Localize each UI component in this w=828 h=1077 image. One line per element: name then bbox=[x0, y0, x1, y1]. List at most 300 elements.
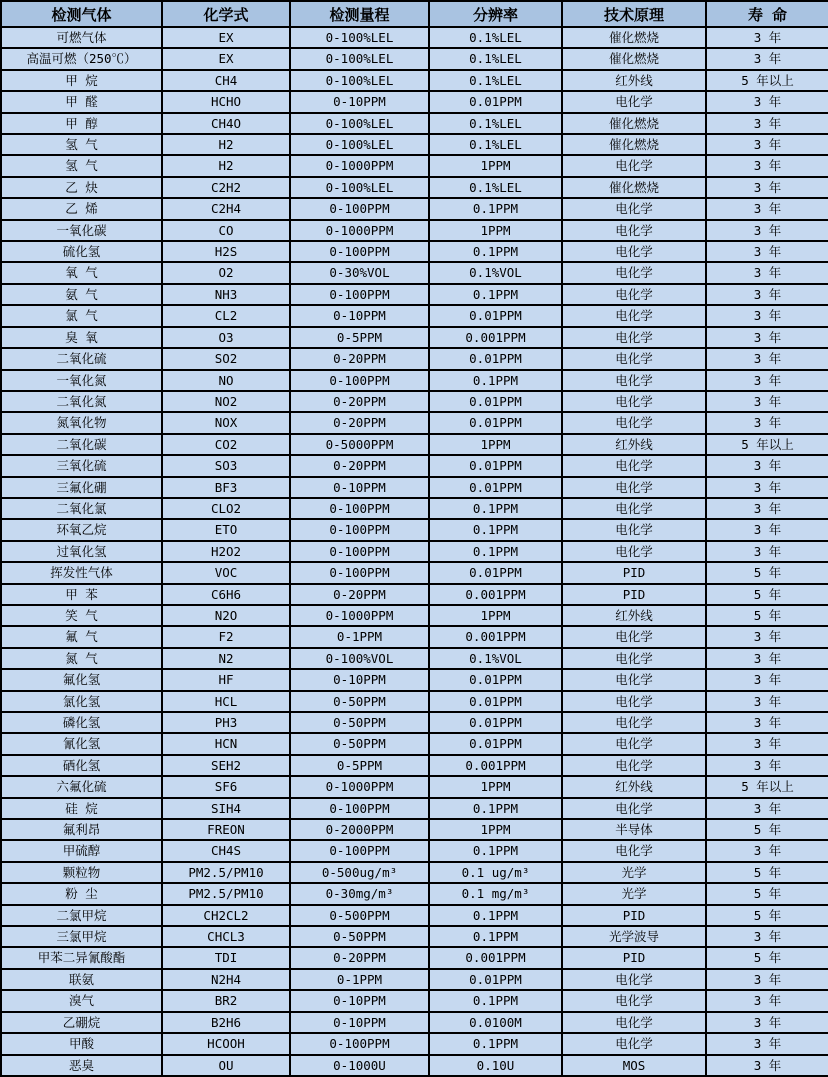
table-row bbox=[1, 498, 828, 519]
table-cell: 挥发性气体 bbox=[1, 562, 162, 583]
table-cell: 3 年 bbox=[706, 327, 828, 348]
table-row bbox=[1, 262, 828, 283]
column-header-gas: 检测气体 bbox=[1, 1, 162, 27]
table-cell: 0-100PPM bbox=[290, 519, 429, 540]
column-header-principle: 技术原理 bbox=[562, 1, 706, 27]
table-cell: 三氧化硫 bbox=[1, 455, 162, 476]
table-cell: 0.1%LEL bbox=[429, 113, 562, 134]
table-cell: 0.001PPM bbox=[429, 584, 562, 605]
table-cell: 氢 气 bbox=[1, 155, 162, 176]
table-cell: 0.1 mg/m³ bbox=[429, 883, 562, 904]
table-cell: 0-5PPM bbox=[290, 755, 429, 776]
table-cell: 3 年 bbox=[706, 840, 828, 861]
table-row bbox=[1, 48, 828, 69]
table-cell: SF6 bbox=[162, 776, 290, 797]
table-cell: 甲苯二异氰酸酯 bbox=[1, 947, 162, 968]
table-cell: HCOOH bbox=[162, 1033, 290, 1054]
table-cell: 3 年 bbox=[706, 1033, 828, 1054]
table-cell: 3 年 bbox=[706, 27, 828, 48]
table-cell: PM2.5/PM10 bbox=[162, 883, 290, 904]
table-cell: 0-100%LEL bbox=[290, 113, 429, 134]
table-cell: MOS bbox=[562, 1055, 706, 1076]
table-cell: O3 bbox=[162, 327, 290, 348]
table-cell: 0-100PPM bbox=[290, 798, 429, 819]
table-cell: 3 年 bbox=[706, 198, 828, 219]
table-cell: 0.01PPM bbox=[429, 348, 562, 369]
table-cell: SO3 bbox=[162, 455, 290, 476]
table-cell: NO2 bbox=[162, 391, 290, 412]
table-row bbox=[1, 562, 828, 583]
table-cell: 电化学 bbox=[562, 305, 706, 326]
table-cell: 1PPM bbox=[429, 605, 562, 626]
table-cell: 3 年 bbox=[706, 155, 828, 176]
table-cell: 电化学 bbox=[562, 241, 706, 262]
table-row bbox=[1, 862, 828, 883]
table-cell: 联氨 bbox=[1, 969, 162, 990]
table-cell: 3 年 bbox=[706, 626, 828, 647]
table-cell: 5 年 bbox=[706, 562, 828, 583]
table-row bbox=[1, 990, 828, 1011]
table-cell: 电化学 bbox=[562, 391, 706, 412]
table-cell: 3 年 bbox=[706, 370, 828, 391]
table-cell: N2O bbox=[162, 605, 290, 626]
table-cell: 0.01PPM bbox=[429, 691, 562, 712]
table-cell: 0-20PPM bbox=[290, 947, 429, 968]
table-cell: 3 年 bbox=[706, 134, 828, 155]
table-cell: 0-10PPM bbox=[290, 91, 429, 112]
table-cell: 0-1000PPM bbox=[290, 605, 429, 626]
table-cell: H2S bbox=[162, 241, 290, 262]
table-cell: 电化学 bbox=[562, 91, 706, 112]
table-cell: 一氧化碳 bbox=[1, 220, 162, 241]
table-cell: 三氟化硼 bbox=[1, 477, 162, 498]
table-cell: 0-1000PPM bbox=[290, 155, 429, 176]
table-cell: 5 年 bbox=[706, 947, 828, 968]
table-cell: 0.1%LEL bbox=[429, 48, 562, 69]
table-cell: 0.1 ug/m³ bbox=[429, 862, 562, 883]
table-cell: 0-1PPM bbox=[290, 626, 429, 647]
table-cell: 催化燃烧 bbox=[562, 134, 706, 155]
table-cell: 粉 尘 bbox=[1, 883, 162, 904]
table-cell: N2 bbox=[162, 648, 290, 669]
table-cell: 3 年 bbox=[706, 755, 828, 776]
table-cell: 磷化氢 bbox=[1, 712, 162, 733]
table-cell: 3 年 bbox=[706, 220, 828, 241]
table-cell: 电化学 bbox=[562, 712, 706, 733]
table-cell: 氧 气 bbox=[1, 262, 162, 283]
table-row bbox=[1, 712, 828, 733]
table-row bbox=[1, 477, 828, 498]
table-row bbox=[1, 691, 828, 712]
table-cell: 催化燃烧 bbox=[562, 48, 706, 69]
table-row bbox=[1, 177, 828, 198]
table-cell: 电化学 bbox=[562, 477, 706, 498]
table-cell: 红外线 bbox=[562, 70, 706, 91]
table-row bbox=[1, 412, 828, 433]
table-cell: 乙硼烷 bbox=[1, 1012, 162, 1033]
table-cell: 0-500ug/m³ bbox=[290, 862, 429, 883]
table-cell: 氮氧化物 bbox=[1, 412, 162, 433]
table-cell: 氰化氢 bbox=[1, 733, 162, 754]
table-cell: 0-10PPM bbox=[290, 305, 429, 326]
table-cell: 0-500PPM bbox=[290, 905, 429, 926]
table-cell: C2H4 bbox=[162, 198, 290, 219]
table-cell: 0.01PPM bbox=[429, 391, 562, 412]
table-cell: 电化学 bbox=[562, 691, 706, 712]
table-row bbox=[1, 113, 828, 134]
table-cell: TDI bbox=[162, 947, 290, 968]
table-cell: 0-100PPM bbox=[290, 1033, 429, 1054]
column-header-formula: 化学式 bbox=[162, 1, 290, 27]
table-cell: 3 年 bbox=[706, 1012, 828, 1033]
table-row bbox=[1, 776, 828, 797]
table-cell: 0.1%LEL bbox=[429, 177, 562, 198]
table-cell: 0-10PPM bbox=[290, 669, 429, 690]
table-cell: CH4 bbox=[162, 70, 290, 91]
table-cell: 电化学 bbox=[562, 155, 706, 176]
table-cell: 溴气 bbox=[1, 990, 162, 1011]
table-cell: 氟利昂 bbox=[1, 819, 162, 840]
table-row bbox=[1, 155, 828, 176]
table-cell: 0-100PPM bbox=[290, 498, 429, 519]
table-body bbox=[1, 27, 828, 1076]
table-cell: CH4O bbox=[162, 113, 290, 134]
table-cell: 电化学 bbox=[562, 798, 706, 819]
table-cell: 3 年 bbox=[706, 391, 828, 412]
table-row bbox=[1, 134, 828, 155]
table-cell: 0-100PPM bbox=[290, 840, 429, 861]
table-cell: 氢 气 bbox=[1, 134, 162, 155]
table-cell: 0.01PPM bbox=[429, 733, 562, 754]
table-cell: 0-30%VOL bbox=[290, 262, 429, 283]
table-cell: 0-100%LEL bbox=[290, 134, 429, 155]
table-cell: 3 年 bbox=[706, 519, 828, 540]
table-cell: 氯化氢 bbox=[1, 691, 162, 712]
table-cell: 硫化氢 bbox=[1, 241, 162, 262]
table-cell: 1PPM bbox=[429, 155, 562, 176]
table-cell: C2H2 bbox=[162, 177, 290, 198]
table-cell: 0-20PPM bbox=[290, 391, 429, 412]
table-cell: 0-1000PPM bbox=[290, 776, 429, 797]
table-cell: 0.1PPM bbox=[429, 990, 562, 1011]
table-cell: 3 年 bbox=[706, 241, 828, 262]
table-cell: F2 bbox=[162, 626, 290, 647]
table-cell: 过氧化氢 bbox=[1, 541, 162, 562]
table-cell: 3 年 bbox=[706, 177, 828, 198]
table-cell: 0-10PPM bbox=[290, 990, 429, 1011]
table-cell: EX bbox=[162, 27, 290, 48]
table-cell: 电化学 bbox=[562, 755, 706, 776]
table-cell: PH3 bbox=[162, 712, 290, 733]
table-cell: 0.01PPM bbox=[429, 305, 562, 326]
table-cell: NO bbox=[162, 370, 290, 391]
table-cell: 3 年 bbox=[706, 541, 828, 562]
table-cell: 3 年 bbox=[706, 669, 828, 690]
table-cell: 电化学 bbox=[562, 370, 706, 391]
table-cell: 0-100PPM bbox=[290, 241, 429, 262]
table-row bbox=[1, 883, 828, 904]
table-cell: 3 年 bbox=[706, 990, 828, 1011]
table-cell: 5 年 bbox=[706, 883, 828, 904]
table-cell: 0-20PPM bbox=[290, 348, 429, 369]
table-cell: 0-1000U bbox=[290, 1055, 429, 1076]
table-cell: 0-100%LEL bbox=[290, 70, 429, 91]
column-header-range: 检测量程 bbox=[290, 1, 429, 27]
table-cell: 5 年 bbox=[706, 905, 828, 926]
table-cell: 0.01PPM bbox=[429, 477, 562, 498]
table-cell: 0-100PPM bbox=[290, 198, 429, 219]
table-cell: CH4S bbox=[162, 840, 290, 861]
table-cell: 0.001PPM bbox=[429, 327, 562, 348]
table-row bbox=[1, 626, 828, 647]
table-row bbox=[1, 947, 828, 968]
table-cell: 电化学 bbox=[562, 669, 706, 690]
table-cell: H2 bbox=[162, 134, 290, 155]
table-cell: 0.001PPM bbox=[429, 626, 562, 647]
table-cell: 0.1PPM bbox=[429, 541, 562, 562]
table-cell: 电化学 bbox=[562, 990, 706, 1011]
table-cell: 0-100PPM bbox=[290, 284, 429, 305]
table-cell: 0-100%LEL bbox=[290, 48, 429, 69]
table-cell: 氟 气 bbox=[1, 626, 162, 647]
table-cell: 0.01PPM bbox=[429, 712, 562, 733]
table-cell: 电化学 bbox=[562, 840, 706, 861]
table-cell: 3 年 bbox=[706, 498, 828, 519]
table-row bbox=[1, 541, 828, 562]
table-cell: CLO2 bbox=[162, 498, 290, 519]
table-row bbox=[1, 926, 828, 947]
table-cell: HCHO bbox=[162, 91, 290, 112]
table-cell: 5 年 bbox=[706, 584, 828, 605]
table-cell: SIH4 bbox=[162, 798, 290, 819]
table-cell: 0-2000PPM bbox=[290, 819, 429, 840]
table-cell: 高温可燃（250℃） bbox=[1, 48, 162, 69]
table-cell: CL2 bbox=[162, 305, 290, 326]
table-cell: 0.1PPM bbox=[429, 519, 562, 540]
table-row bbox=[1, 755, 828, 776]
table-cell: 3 年 bbox=[706, 412, 828, 433]
table-cell: 电化学 bbox=[562, 519, 706, 540]
table-cell: 0-100%LEL bbox=[290, 27, 429, 48]
table-cell: 0.01PPM bbox=[429, 669, 562, 690]
table-cell: 氟化氢 bbox=[1, 669, 162, 690]
table-cell: 光学波导 bbox=[562, 926, 706, 947]
table-cell: 二氧化硫 bbox=[1, 348, 162, 369]
table-cell: 半导体 bbox=[562, 819, 706, 840]
table-row bbox=[1, 969, 828, 990]
table-cell: CHCL3 bbox=[162, 926, 290, 947]
table-cell: 0-20PPM bbox=[290, 412, 429, 433]
table-cell: 0-50PPM bbox=[290, 733, 429, 754]
table-cell: 0-20PPM bbox=[290, 584, 429, 605]
table-cell: 甲酸 bbox=[1, 1033, 162, 1054]
table-cell: 0-1000PPM bbox=[290, 220, 429, 241]
table-row bbox=[1, 220, 828, 241]
table-row bbox=[1, 798, 828, 819]
table-cell: 5 年以上 bbox=[706, 776, 828, 797]
table-cell: HCN bbox=[162, 733, 290, 754]
table-cell: 乙 烯 bbox=[1, 198, 162, 219]
table-cell: 0.01PPM bbox=[429, 455, 562, 476]
table-row bbox=[1, 241, 828, 262]
table-cell: VOC bbox=[162, 562, 290, 583]
table-cell: 3 年 bbox=[706, 284, 828, 305]
table-row bbox=[1, 284, 828, 305]
table-cell: BR2 bbox=[162, 990, 290, 1011]
table-header bbox=[1, 1, 828, 27]
table-cell: 5 年以上 bbox=[706, 70, 828, 91]
table-row bbox=[1, 70, 828, 91]
table-cell: 0-10PPM bbox=[290, 477, 429, 498]
table-row bbox=[1, 27, 828, 48]
table-cell: 3 年 bbox=[706, 305, 828, 326]
table-cell: 0.1PPM bbox=[429, 840, 562, 861]
table-cell: PID bbox=[562, 584, 706, 605]
table-cell: 3 年 bbox=[706, 648, 828, 669]
table-cell: 0.1%VOL bbox=[429, 648, 562, 669]
table-cell: 二氧化氯 bbox=[1, 498, 162, 519]
table-cell: O2 bbox=[162, 262, 290, 283]
table-cell: 甲 醇 bbox=[1, 113, 162, 134]
table-cell: 环氧乙烷 bbox=[1, 519, 162, 540]
table-cell: 电化学 bbox=[562, 348, 706, 369]
table-cell: 0.1PPM bbox=[429, 241, 562, 262]
table-cell: 光学 bbox=[562, 862, 706, 883]
table-cell: 3 年 bbox=[706, 477, 828, 498]
header-row bbox=[1, 1, 828, 27]
table-cell: PID bbox=[562, 562, 706, 583]
table-cell: 0-30mg/m³ bbox=[290, 883, 429, 904]
table-cell: 0-10PPM bbox=[290, 1012, 429, 1033]
table-cell: 电化学 bbox=[562, 412, 706, 433]
table-cell: 电化学 bbox=[562, 1033, 706, 1054]
table-cell: 0-100PPM bbox=[290, 562, 429, 583]
table-cell: 二氧化氮 bbox=[1, 391, 162, 412]
table-cell: 电化学 bbox=[562, 198, 706, 219]
table-cell: H2O2 bbox=[162, 541, 290, 562]
table-cell: B2H6 bbox=[162, 1012, 290, 1033]
column-header-resolution: 分辨率 bbox=[429, 1, 562, 27]
table-cell: 0.1PPM bbox=[429, 798, 562, 819]
table-cell: 3 年 bbox=[706, 712, 828, 733]
table-cell: 电化学 bbox=[562, 1012, 706, 1033]
table-cell: 3 年 bbox=[706, 455, 828, 476]
table-cell: 5 年 bbox=[706, 819, 828, 840]
table-row bbox=[1, 1012, 828, 1033]
table-cell: SEH2 bbox=[162, 755, 290, 776]
table-row bbox=[1, 669, 828, 690]
table-cell: 电化学 bbox=[562, 626, 706, 647]
table-cell: 电化学 bbox=[562, 455, 706, 476]
table-row bbox=[1, 1055, 828, 1076]
table-row bbox=[1, 605, 828, 626]
table-cell: 0-100%VOL bbox=[290, 648, 429, 669]
table-cell: 甲 醛 bbox=[1, 91, 162, 112]
table-cell: 硅 烷 bbox=[1, 798, 162, 819]
table-cell: OU bbox=[162, 1055, 290, 1076]
table-row bbox=[1, 305, 828, 326]
table-cell: 电化学 bbox=[562, 262, 706, 283]
table-cell: 3 年 bbox=[706, 733, 828, 754]
table-cell: 0.1%LEL bbox=[429, 70, 562, 91]
table-cell: H2 bbox=[162, 155, 290, 176]
table-row bbox=[1, 733, 828, 754]
table-cell: FREON bbox=[162, 819, 290, 840]
table-row bbox=[1, 434, 828, 455]
table-row bbox=[1, 327, 828, 348]
table-cell: 0.1PPM bbox=[429, 1033, 562, 1054]
table-cell: 0.001PPM bbox=[429, 755, 562, 776]
table-cell: 3 年 bbox=[706, 1055, 828, 1076]
table-cell: 二氧化碳 bbox=[1, 434, 162, 455]
table-cell: CO2 bbox=[162, 434, 290, 455]
table-cell: 甲硫醇 bbox=[1, 840, 162, 861]
table-row bbox=[1, 348, 828, 369]
table-cell: 0.10U bbox=[429, 1055, 562, 1076]
table-cell: 一氧化氮 bbox=[1, 370, 162, 391]
table-cell: 笑 气 bbox=[1, 605, 162, 626]
table-cell: PM2.5/PM10 bbox=[162, 862, 290, 883]
table-cell: 0.1PPM bbox=[429, 926, 562, 947]
table-cell: 1PPM bbox=[429, 220, 562, 241]
table-cell: 3 年 bbox=[706, 262, 828, 283]
table-cell: 甲 烷 bbox=[1, 70, 162, 91]
table-row bbox=[1, 391, 828, 412]
table-cell: 电化学 bbox=[562, 284, 706, 305]
table-cell: BF3 bbox=[162, 477, 290, 498]
table-cell: CO bbox=[162, 220, 290, 241]
table-cell: 二氯甲烷 bbox=[1, 905, 162, 926]
table-cell: EX bbox=[162, 48, 290, 69]
table-cell: N2H4 bbox=[162, 969, 290, 990]
table-cell: HCL bbox=[162, 691, 290, 712]
table-cell: 电化学 bbox=[562, 733, 706, 754]
table-cell: 催化燃烧 bbox=[562, 177, 706, 198]
table-cell: 0.1%VOL bbox=[429, 262, 562, 283]
table-cell: 0-100%LEL bbox=[290, 177, 429, 198]
table-cell: 0-20PPM bbox=[290, 455, 429, 476]
table-cell: 电化学 bbox=[562, 648, 706, 669]
table-cell: NOX bbox=[162, 412, 290, 433]
table-cell: 光学 bbox=[562, 883, 706, 904]
table-cell: CH2CL2 bbox=[162, 905, 290, 926]
table-cell: 红外线 bbox=[562, 605, 706, 626]
table-cell: 0-5PPM bbox=[290, 327, 429, 348]
table-cell: 3 年 bbox=[706, 91, 828, 112]
table-cell: 3 年 bbox=[706, 113, 828, 134]
table-row bbox=[1, 198, 828, 219]
table-cell: 颗粒物 bbox=[1, 862, 162, 883]
table-cell: ETO bbox=[162, 519, 290, 540]
table-row bbox=[1, 519, 828, 540]
table-cell: 0.01PPM bbox=[429, 91, 562, 112]
table-cell: 臭 氧 bbox=[1, 327, 162, 348]
table-cell: 电化学 bbox=[562, 327, 706, 348]
table-cell: 乙 炔 bbox=[1, 177, 162, 198]
table-row bbox=[1, 584, 828, 605]
table-cell: 恶臭 bbox=[1, 1055, 162, 1076]
table-cell: 0.1PPM bbox=[429, 284, 562, 305]
table-cell: 5 年以上 bbox=[706, 434, 828, 455]
table-cell: 0.01PPM bbox=[429, 412, 562, 433]
table-cell: 0.1PPM bbox=[429, 370, 562, 391]
table-cell: 1PPM bbox=[429, 434, 562, 455]
table-cell: 0-100PPM bbox=[290, 541, 429, 562]
table-cell: 0.01PPM bbox=[429, 562, 562, 583]
table-cell: 0.01PPM bbox=[429, 969, 562, 990]
table-cell: 3 年 bbox=[706, 926, 828, 947]
table-cell: 电化学 bbox=[562, 220, 706, 241]
